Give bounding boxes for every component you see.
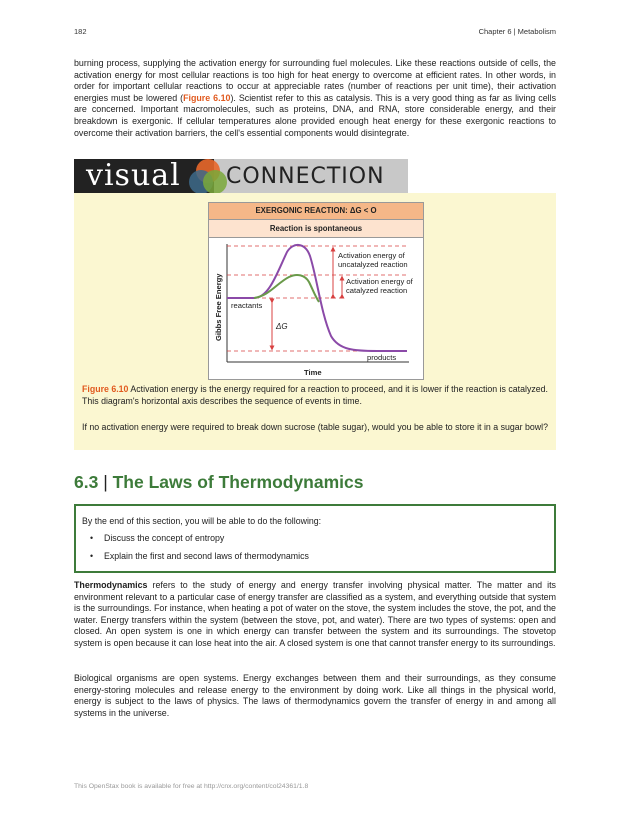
thermodynamics-paragraph xyxy=(74,580,556,650)
figure-subtitle: Reaction is spontaneous xyxy=(209,220,423,238)
objectives-list xyxy=(82,533,309,569)
visual-connection-banner xyxy=(74,159,408,193)
objective-text: Discuss the concept of entropy xyxy=(104,533,225,543)
page-number: 182 xyxy=(74,27,87,36)
objective-text: Explain the first and second laws of thermodynamics xyxy=(104,551,309,561)
intro-text-before: burning process, supplying the activation energy for surrounding fuel molecules. Like these reactions outside of cells, the activation energy for most cellular reactions is too high for heat energy to overcome at efficient rates. In other words, in order for important cellular reactions to occur at appreciable rates (number of reactions per unit time), their activation energies must be lowered ( xyxy=(74,58,556,103)
energy-diagram xyxy=(209,238,423,379)
x-axis-label: Time xyxy=(304,368,322,377)
exergonic-figure xyxy=(208,202,424,380)
uncatalyzed-label-line2: uncatalyzed reaction xyxy=(338,260,408,269)
catalyzed-label-line2: catalyzed reaction xyxy=(346,286,408,295)
caption-text: Activation energy is the energy required for a reaction to proceed, and it is lower if the reaction is catalyzed. This diagram's horizontal axis describes the sequence of events in time. xyxy=(82,384,548,406)
section-separator: | xyxy=(98,472,113,492)
venn-logo-icon xyxy=(188,159,228,193)
section-title xyxy=(74,472,364,493)
learning-objectives-box xyxy=(74,504,556,573)
y-axis-label: Gibbs Free Energy xyxy=(214,273,223,341)
biological-paragraph: Biological organisms are open systems. Energy exchanges between them and their surroundings, as they consume energy-storing molecules and release energy to the environment by doing work. Like all things in the physical world, energy is subject to the laws of physics. The laws of thermodynamics govern the transfer of energy in and among all systems in the universe. xyxy=(74,673,556,718)
footer-note: This OpenStax book is available for free at http://cnx.org/content/col24361/1.8 xyxy=(74,783,309,790)
figure-title: EXERGONIC REACTION: ΔG < O xyxy=(209,203,423,220)
thermodynamics-term: Thermodynamics xyxy=(74,580,148,590)
chapter-header: Chapter 6 | Metabolism xyxy=(478,27,556,36)
bullet-icon: • xyxy=(90,551,94,561)
intro-paragraph xyxy=(74,58,556,139)
visual-connection-question: If no activation energy were required to break down sucrose (table sugar), would you be able to store it in a sugar bowl? xyxy=(82,422,549,432)
figure-caption xyxy=(82,384,550,407)
section-number: 6.3 xyxy=(74,472,99,492)
delta-g-label: ΔG xyxy=(276,322,288,331)
bullet-icon: • xyxy=(90,533,94,543)
caption-label: Figure 6.10 xyxy=(82,384,129,394)
visual-connection-word1: visual xyxy=(86,159,181,193)
thermodynamics-text: refers to the study of energy and energy transfer involving physical matter. The matter and its environment relevant to a particular case of energy transfer are classified as a system, and everything outside that system is the surroundings. For instance, when heating a pot of water on the stove, the system includes the stove, the pot, and the water. Energy transfers within the system (between the stove, pot, and water). There are two types of systems: open and closed. An open system is one in which energy can transfer between the system and its surroundings. The stovetop system is open because it can lose heat into the air. A closed system is one that cannot transfer energy to its surroundings. xyxy=(74,580,556,648)
visual-connection-word2: CONNECTION xyxy=(226,164,385,189)
intro-text-after: ). Scientist refer to this as catalysis. This is a very good thing as far as living cells are concerned. Important macromolecules, such as proteins, DNA, and RNA, store considerable energy, and their breakdown is exergonic. If cellular temperatures alone provided enough heat energy for these exergonic reactions to overcome their activation barriers, the cell's essential components would disintegrate. xyxy=(74,92,557,138)
objective-item xyxy=(82,533,309,551)
reactants-label: reactants xyxy=(231,301,263,310)
uncatalyzed-label-line1: Activation energy of xyxy=(338,251,405,260)
objectives-intro: By the end of this section, you will be able to do the following: xyxy=(82,516,322,526)
figure-link[interactable]: Figure 6.10 xyxy=(183,92,231,103)
products-label: products xyxy=(367,353,397,362)
section-title-text: The Laws of Thermodynamics xyxy=(112,472,364,492)
objective-item xyxy=(82,551,309,569)
catalyzed-label-line1: Activation energy of xyxy=(346,277,413,286)
